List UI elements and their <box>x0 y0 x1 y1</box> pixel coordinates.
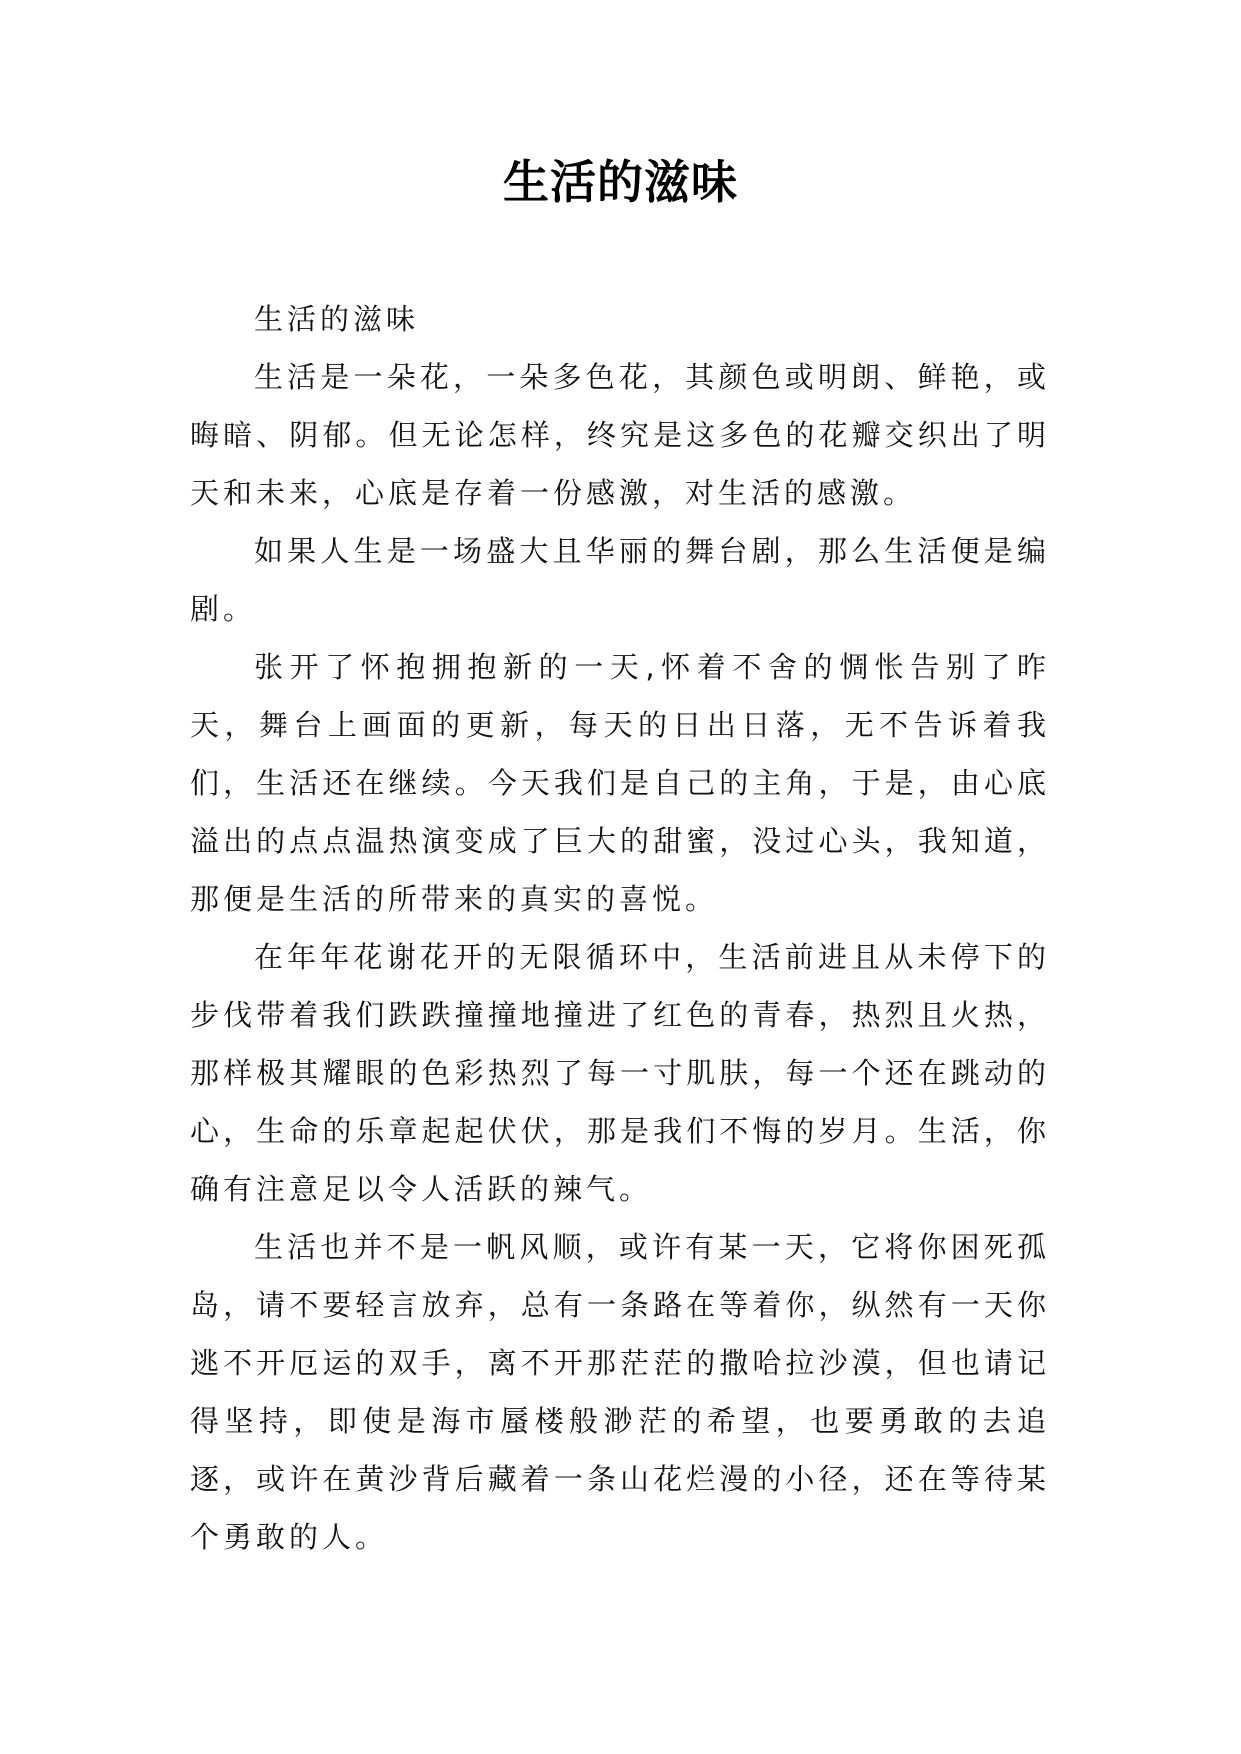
document-title: 生活的滋味 <box>503 155 738 209</box>
document-body <box>190 290 1050 1566</box>
paragraph: 生活也并不是一帆风顺，或许有某一天，它将你困死孤岛，请不要轻言放弃，总有一条路在等着你，纵然有一天你逃不开厄运的双手，离不开那茫茫的撒哈拉沙漠，但也请记得坚持，即使是海市蜃楼般渺茫的希望，也要勇敢的去追逐，或许在黄沙背后藏着一条山花烂漫的小径，还在等待某个勇敢的人。 <box>190 1230 1050 1554</box>
paragraph: 生活是一朵花，一朵多色花，其颜色或明朗、鲜艳，或晦暗、阴郁。但无论怎样，终究是这多色的花瓣交织出了明天和未来，心底是存着一份感激，对生活的感激。 <box>190 360 1050 510</box>
paragraph: 张开了怀抱拥抱新的一天,怀着不舍的惆怅告别了昨天，舞台上画面的更新，每天的日出日落，无不告诉着我们，生活还在继续。今天我们是自己的主角，于是，由心底溢出的点点温热演变成了巨大的甜蜜，没过心头，我知道，那便是生活的所带来的真实的喜悦。 <box>190 650 1050 916</box>
paragraph: 在年年花谢花开的无限循环中，生活前进且从未停下的步伐带着我们跌跌撞撞地撞进了红色的青春，热烈且火热，那样极其耀眼的色彩热烈了每一寸肌肤，每一个还在跳动的心，生命的乐章起起伏伏，那是我们不悔的岁月。生活，你确有注意足以令人活跃的辣气。 <box>190 940 1050 1206</box>
paragraph: 如果人生是一场盛大且华丽的舞台剧，那么生活便是编剧。 <box>190 534 1050 626</box>
paragraph-subtitle: 生活的滋味 <box>254 302 420 336</box>
